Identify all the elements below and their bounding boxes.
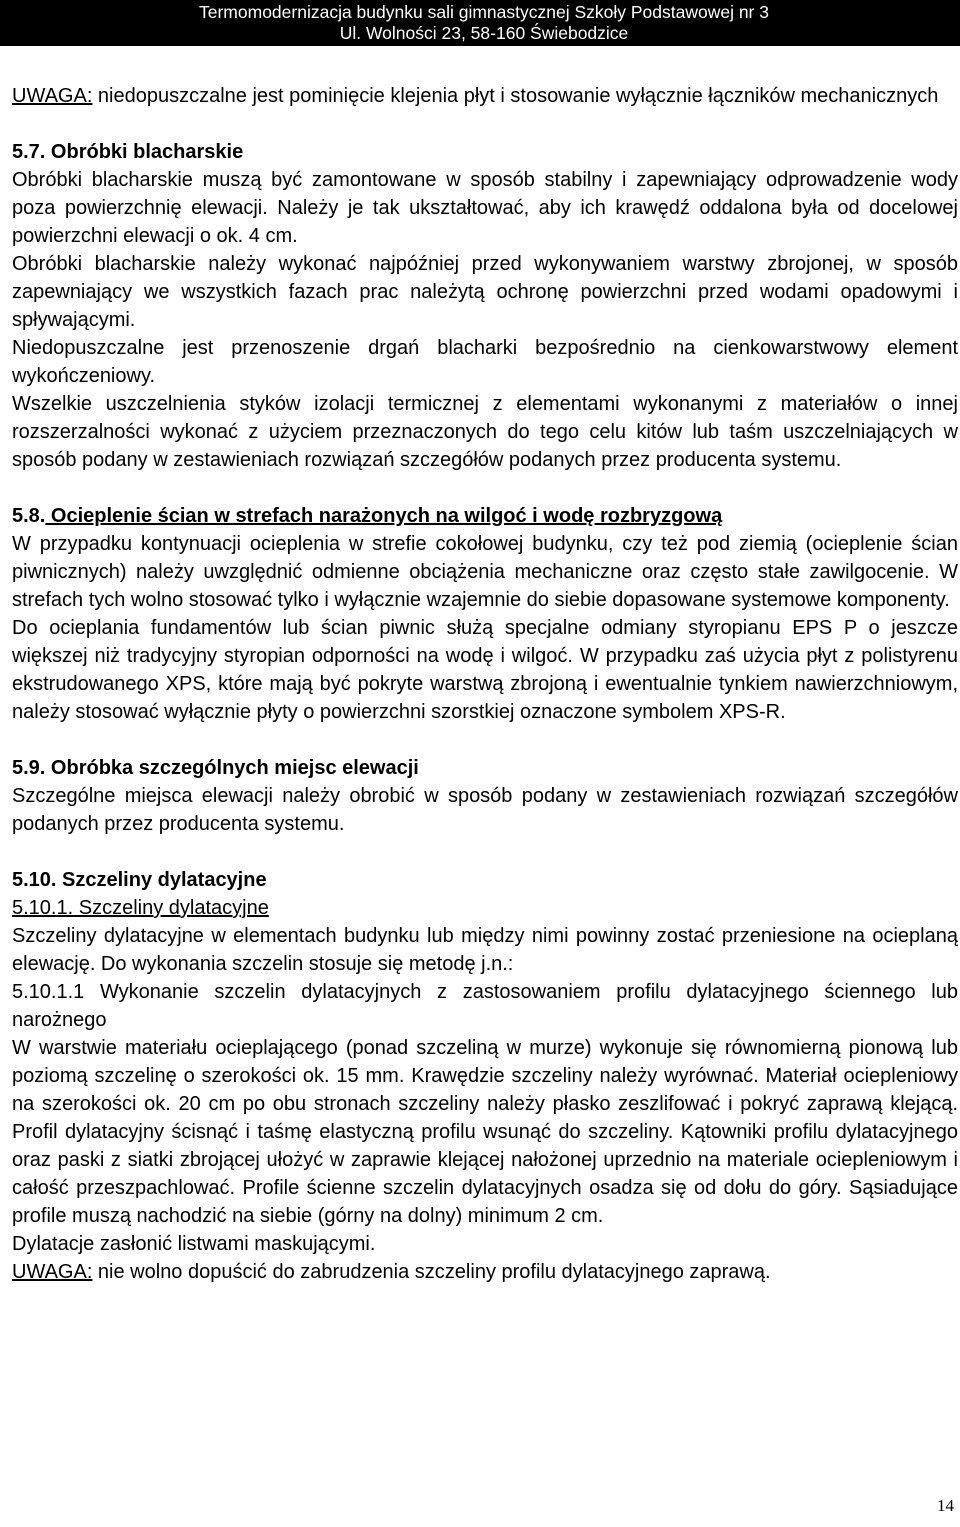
header-title: Termomodernizacja budynku sali gimnastycznej Szkoły Podstawowej nr 3: [199, 2, 769, 22]
section-5-10-warning-text: nie wolno dopuścić do zabrudzenia szczeliny profilu dylatacyjnego zaprawą.: [92, 1261, 771, 1283]
section-5-7-heading: 5.7. Obróbki blacharskie: [12, 141, 244, 163]
section-5-10-heading: 5.10. Szczeliny dylatacyjne: [12, 869, 267, 891]
section-5-10-paragraph-2: 5.10.1.1 Wykonanie szczelin dylatacyjnych z zastosowaniem profilu dylatacyjnego ściennego lub narożnego: [12, 981, 958, 1031]
section-5-10-warning-label: UWAGA:: [12, 1261, 93, 1283]
warning-label: UWAGA:: [12, 85, 93, 107]
section-5-10-paragraph-4: Dylatacje zasłonić listwami maskującymi.: [12, 1233, 376, 1255]
section-5-10-1-heading: [12, 894, 958, 922]
section-5-10-paragraph-3: W warstwie materiału ocieplającego (ponad szczeliną w murze) wykonuje się równomierną pionową lub poziomą szczelinę o szerokości ok. 15 mm. Krawędzie szczeliny należy wyrównać. Materiał ociepleniowy na szerokości ok. 20 cm po obu stronach szczeliny należy płasko zeszlifować i pokryć zaprawą klejącą. Profil dylatacyjny ścisnąć i taśmę elastyczną profilu wsunąć do szczeliny. Kątowniki profilu dylatacyjnego oraz paski z siatki zbrojącej ułożyć w zaprawie klejącej nałożonej uprzednio na materiale ociepleniowym i całość przeszpachlować. Profile ścienne szczelin dylatacyjnych osadza się od dołu do góry. Sąsiadujące profile muszą nachodzić na siebie (górny na dolny) minimum 2 cm.: [12, 1037, 958, 1227]
header-address: Ul. Wolności 23, 58-160 Świebodzice: [339, 23, 629, 43]
section-5-10-paragraph-1: Szczeliny dylatacyjne w elementach budynku lub między nimi powinny zostać przeniesione na ocieplaną elewację. Do wykonania szczelin stosuje się metodę j.n.:: [12, 925, 958, 975]
section-5-9-paragraph-1: Szczególne miejsca elewacji należy obrobić w sposób podany w zestawieniach rozwiązań szczegółów podanych przez producenta systemu.: [12, 785, 958, 835]
section-5-8-number: 5.8.: [12, 505, 46, 527]
section-5-7-paragraph-4: Wszelkie uszczelnienia styków izolacji termicznej z elementami wykonanymi z materiałów o innej rozszerzalności wykonać z użyciem przeznaczonych do tego celu kitów lub taśm uszczelniających w sposób podany w zestawieniach rozwiązań szczegółów podanych przez producenta systemu.: [12, 393, 958, 471]
page-header: [0, 0, 960, 46]
section-5-8-heading: [12, 502, 958, 530]
warning-paragraph: [12, 82, 958, 110]
section-5-9-heading: 5.9. Obróbka szczególnych miejsc elewacji: [12, 757, 419, 779]
document-body: [12, 82, 958, 1286]
section-5-10-1-number: 5.10.1.: [12, 897, 74, 919]
section-5-8-paragraph-2: Do ocieplania fundamentów lub ścian piwnic służą specjalne odmiany styropianu EPS P o jeszcze większej niż tradycyjny styropian odporności na wodę i wilgoć. W przypadku zaś użycia płyt z polistyrenu ekstrudowanego XPS, które mają być pokryte warstwą zbrojoną i ewentualnie tynkiem nawierzchniowym, należy stosować wyłącznie płyty o powierzchni szorstkiej oznaczone symbolem XPS-R.: [12, 617, 958, 723]
section-5-10-1-title: Szczeliny dylatacyjne: [73, 897, 269, 919]
section-5-7-paragraph-1: Obróbki blacharskie muszą być zamontowane w sposób stabilny i zapewniający odprowadzenie wody poza powierzchnię elewacji. Należy je tak ukształtować, aby ich krawędź oddalona była od docelowej powierzchni elewacji o ok. 4 cm.: [12, 169, 958, 247]
section-5-8-paragraph-1: W przypadku kontynuacji ocieplenia w strefie cokołowej budynku, czy też pod ziemią (ocieplenie ścian piwnicznych) należy uwzględnić odmienne obciążenia mechaniczne oraz często stałe zawilgocenie. W strefach tych wolno stosować tylko i wyłącznie wzajemnie do siebie dopasowane systemowe komponenty.: [12, 533, 958, 611]
section-5-10-warning: [12, 1258, 958, 1286]
warning-text: niedopuszczalne jest pominięcie klejenia płyt i stosowanie wyłącznie łączników mechanicznych: [92, 85, 939, 107]
section-5-8-title: Ocieplenie ścian w strefach narażonych na wilgoć i wodę rozbryzgową: [45, 505, 723, 527]
section-5-7-paragraph-2: Obróbki blacharskie należy wykonać najpóźniej przed wykonywaniem warstwy zbrojonej, w sposób zapewniający we wszystkich fazach prac należytą ochronę powierzchni przed wodami opadowymi i spływającymi.: [12, 253, 958, 331]
section-5-7-paragraph-3: Niedopuszczalne jest przenoszenie drgań blacharki bezpośrednio na cienkowarstwowy element wykończeniowy.: [12, 337, 958, 387]
page-number: 14: [937, 1496, 954, 1515]
